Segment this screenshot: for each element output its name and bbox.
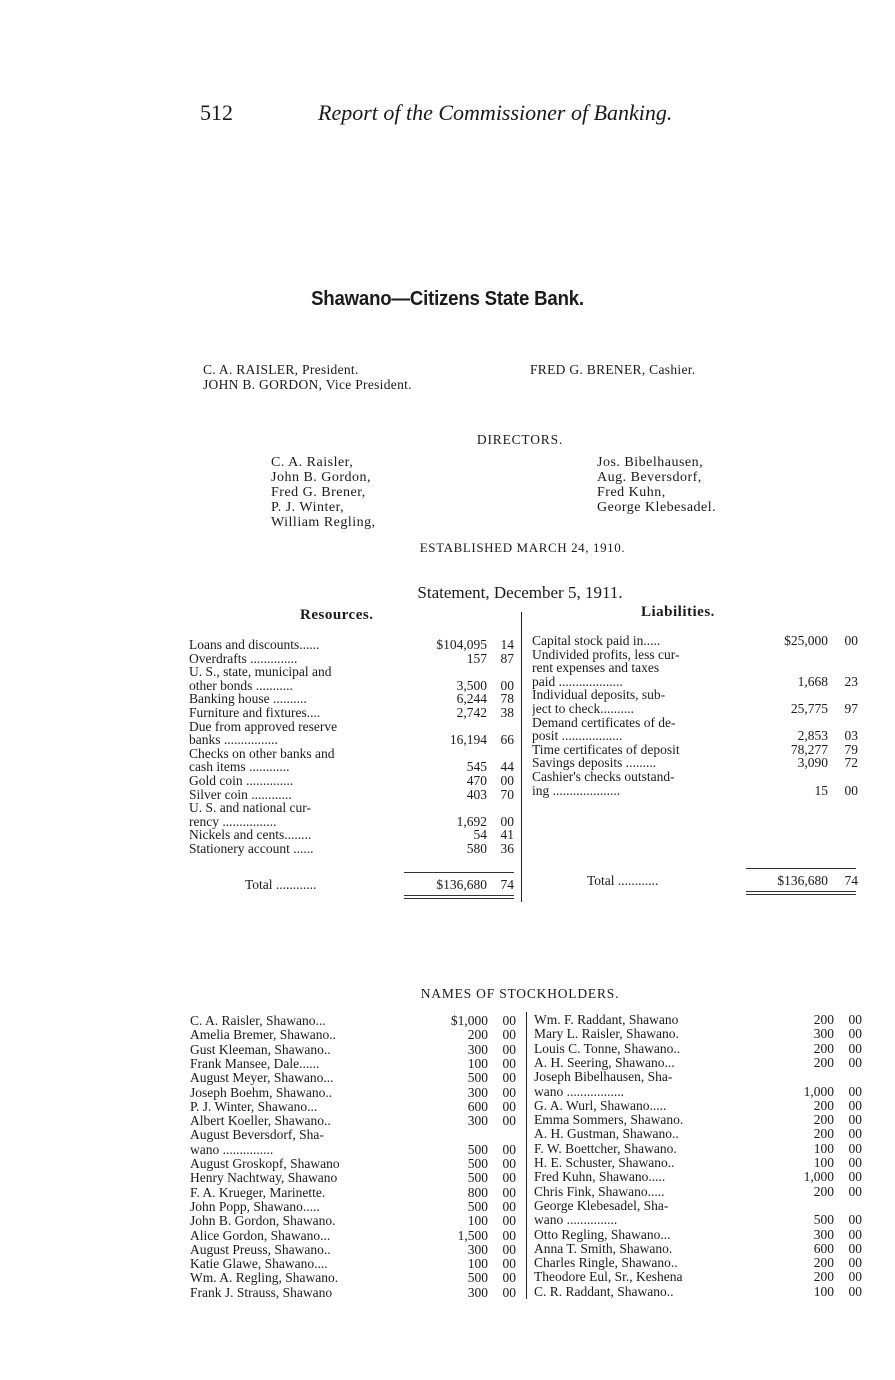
amount-cents: 00: [848, 1269, 862, 1285]
resources-heading: Resources.: [300, 607, 374, 623]
amount-dollars: 300: [467, 1041, 488, 1057]
amount-dollars: 2,853: [797, 728, 828, 744]
stockholder-name: Joseph Boehm, Shawano..: [190, 1084, 333, 1100]
amount-dollars: 500: [467, 1170, 488, 1186]
amount-dollars: 580: [466, 841, 487, 856]
stockholder-name: Henry Nachtway, Shawano: [190, 1170, 338, 1186]
amount-dollars: 100: [467, 1213, 488, 1229]
resource-label: Furniture and fixtures....: [189, 705, 321, 720]
resource-label: U. S., state, municipal and: [189, 664, 332, 680]
stockholder-name: Anna T. Smith, Shawano.: [534, 1240, 673, 1256]
amount-cents: 00: [848, 1112, 862, 1128]
amount-cents: 00: [848, 1083, 862, 1099]
liability-label: rent expenses and taxes: [532, 660, 660, 676]
stockholder-name: C. R. Raddant, Shawano..: [534, 1283, 674, 1299]
amount-dollars: 200: [813, 1112, 834, 1128]
amount-cents: 00: [848, 1212, 862, 1228]
amount-cents: 00: [848, 1097, 862, 1113]
amount-dollars: 16,194: [449, 732, 487, 748]
amount-dollars: 403: [466, 786, 487, 802]
amount-dollars: 200: [813, 1054, 834, 1070]
stockholder-name: Fred Kuhn, Shawano.....: [534, 1169, 666, 1185]
director-name: Fred Kuhn,: [597, 485, 666, 500]
stockholder-name: Alice Gordon, Shawano...: [190, 1227, 331, 1243]
amount-dollars: 1,500: [457, 1227, 488, 1243]
amount-dollars: $1,000: [450, 1013, 488, 1028]
stockholder-name: Wm. F. Raddant, Shawano: [534, 1012, 679, 1027]
stockholder-name: John Popp, Shawano.....: [190, 1198, 320, 1214]
stockholder-name: F. A. Krueger, Marinette.: [190, 1184, 326, 1200]
amount-dollars: 300: [813, 1026, 834, 1042]
amount-dollars: 300: [467, 1241, 488, 1257]
amount-dollars: 600: [467, 1098, 488, 1114]
liability-label: Cashier's checks outstand-: [532, 769, 675, 784]
director-name: Fred G. Brener,: [271, 485, 366, 500]
amount-dollars: 3,500: [456, 677, 487, 693]
liability-row: [532, 783, 858, 799]
stockholder-name: Amelia Bremer, Shawano..: [190, 1027, 337, 1043]
officer-vice-president: JOHN B. GORDON, Vice President.: [203, 377, 412, 392]
amount-cents: 00: [848, 1140, 862, 1156]
stockholder-name: August Groskopf, Shawano: [190, 1156, 340, 1171]
amount-cents: 00: [500, 773, 514, 788]
stockholder-name: Frank Mansee, Dale......: [190, 1055, 320, 1071]
amount-cents: 00: [848, 1012, 862, 1027]
stockholder-name: Chris Fink, Shawano.....: [534, 1183, 665, 1199]
amount-cents: 00: [844, 782, 858, 798]
liability-label: Savings deposits .........: [532, 755, 657, 771]
amount-cents: 66: [500, 732, 514, 748]
amount-dollars: 500: [467, 1198, 488, 1214]
amount-dollars: 470: [466, 773, 487, 788]
page-number: 512: [200, 100, 233, 125]
amount-dollars: 500: [467, 1070, 488, 1086]
stockholder-name: C. A. Raisler, Shawano...: [190, 1013, 326, 1028]
director-name: Jos. Bibelhausen,: [597, 455, 704, 470]
amount-cents: 00: [502, 1070, 516, 1086]
amount-cents: 00: [502, 1141, 516, 1157]
amount-dollars: 500: [467, 1141, 488, 1157]
liability-label: Individual deposits, sub-: [532, 687, 666, 703]
amount-cents: 97: [844, 701, 858, 716]
stockholder-name: Otto Regling, Shawano...: [534, 1226, 671, 1242]
stockholder-name: G. A. Wurl, Shawano.....: [534, 1097, 667, 1113]
amount-cents: 72: [844, 755, 858, 771]
director-name: P. J. Winter,: [271, 500, 345, 515]
resource-label: other bonds ...........: [189, 677, 293, 693]
amount-cents: 00: [848, 1169, 862, 1185]
officer-president: C. A. RAISLER, President.: [203, 362, 359, 377]
amount-cents: 00: [502, 1084, 516, 1100]
amount-cents: 23: [844, 673, 858, 689]
liabilities-total-double-rule-2: [746, 894, 856, 895]
total-amount-cents: 74: [844, 873, 858, 888]
resource-label: banks ................: [189, 732, 278, 748]
liabilities-total-double-rule: [746, 891, 856, 892]
amount-cents: 00: [848, 1283, 862, 1299]
liabilities-heading: Liabilities.: [641, 604, 715, 620]
established-date: ESTABLISHED MARCH 24, 1910.: [419, 540, 626, 555]
amount-cents: 36: [500, 841, 514, 856]
amount-cents: 00: [502, 1227, 516, 1243]
amount-dollars: 200: [467, 1027, 488, 1043]
stockholder-name: Emma Sommers, Shawano.: [534, 1112, 684, 1128]
bank-title: Shawano—Citizens State Bank.: [311, 288, 584, 310]
resource-row: [189, 841, 514, 857]
amount-cents: 70: [500, 786, 514, 802]
amount-cents: 00: [500, 813, 514, 829]
stockholder-name: Albert Koeller, Shawano..: [190, 1113, 331, 1129]
amount-cents: 14: [500, 637, 514, 652]
resource-label: Gold coin ..............: [189, 773, 294, 788]
amount-dollars: 300: [467, 1113, 488, 1129]
liability-label: ing ....................: [532, 782, 621, 798]
amount-cents: 03: [844, 728, 858, 744]
amount-dollars: 200: [813, 1012, 834, 1027]
amount-dollars: 200: [813, 1097, 834, 1113]
liabilities-total-row: [587, 873, 858, 889]
amount-cents: 00: [502, 1213, 516, 1229]
resource-label: Due from approved reserve: [189, 718, 338, 734]
amount-cents: 00: [848, 1126, 862, 1142]
directors-left-list: [271, 455, 376, 530]
stockholder-name: A. H. Gustman, Shawano..: [534, 1126, 679, 1142]
amount-cents: 38: [500, 705, 514, 720]
liability-label: posit ..................: [532, 728, 623, 744]
amount-dollars: 1,668: [797, 673, 828, 689]
amount-cents: 79: [844, 741, 858, 757]
column-divider: [521, 612, 522, 902]
amount-cents: 00: [502, 1256, 516, 1272]
amount-cents: 00: [502, 1055, 516, 1071]
director-name: William Regling,: [271, 515, 376, 530]
resource-label: Banking house ..........: [189, 691, 307, 707]
stockholder-name: F. W. Boettcher, Shawano.: [534, 1140, 677, 1156]
stockholder-name: Frank J. Strauss, Shawano: [190, 1284, 333, 1300]
amount-dollars: 300: [467, 1084, 488, 1100]
amount-cents: 00: [502, 1184, 516, 1200]
amount-cents: 00: [502, 1198, 516, 1214]
amount-dollars: 300: [813, 1226, 834, 1242]
amount-dollars: 800: [467, 1184, 488, 1200]
liability-label: ject to check..........: [532, 701, 634, 716]
amount-cents: 00: [848, 1026, 862, 1042]
amount-dollars: 1,000: [803, 1083, 834, 1099]
amount-dollars: 100: [813, 1283, 834, 1299]
liability-label: Capital stock paid in.....: [532, 633, 661, 648]
resources-total-double-rule-2: [404, 898, 514, 899]
total-label: Total ............: [245, 877, 317, 892]
resource-label: Silver coin ............: [189, 786, 292, 802]
amount-cents: 00: [502, 1270, 516, 1286]
resources-total-double-rule: [404, 895, 514, 896]
amount-dollars: 1,692: [456, 813, 487, 829]
stockholder-row: [534, 1284, 862, 1300]
amount-cents: 00: [502, 1170, 516, 1186]
amount-dollars: 200: [813, 1040, 834, 1056]
stockholder-name: August Preuss, Shawano..: [190, 1241, 331, 1257]
stockholder-name: P. J. Winter, Shawano...: [190, 1098, 318, 1114]
stockholder-name: Theodore Eul, Sr., Keshena: [534, 1269, 683, 1285]
amount-cents: 41: [500, 827, 514, 843]
resource-label: Nickels and cents........: [189, 827, 312, 843]
amount-dollars: 100: [467, 1256, 488, 1272]
amount-dollars: 157: [466, 650, 487, 666]
page-header-title: Report of the Commissioner of Banking.: [318, 100, 673, 125]
amount-cents: 00: [848, 1040, 862, 1056]
director-name: C. A. Raisler,: [271, 455, 354, 470]
stockholder-name: wano .................: [534, 1083, 624, 1099]
amount-dollars: 3,090: [797, 755, 828, 771]
stockholder-name: Louis C. Tonne, Shawano..: [534, 1040, 681, 1056]
liability-label: paid ...................: [532, 673, 623, 689]
amount-dollars: 25,775: [790, 701, 828, 716]
resource-label: U. S. and national cur-: [189, 800, 311, 816]
amount-dollars: 500: [467, 1156, 488, 1171]
liabilities-total-rule: [746, 868, 856, 869]
resources-total-rule: [404, 872, 514, 873]
amount-cents: 00: [500, 677, 514, 693]
stockholder-name: Joseph Bibelhausen, Sha-: [534, 1069, 673, 1085]
amount-dollars: 200: [813, 1255, 834, 1271]
director-name: Aug. Beversdorf,: [597, 470, 702, 485]
running-head: [200, 100, 672, 126]
amount-cents: 00: [848, 1240, 862, 1256]
amount-cents: 00: [502, 1241, 516, 1257]
stockholder-name: A. H. Seering, Shawano...: [534, 1054, 675, 1070]
amount-cents: 00: [502, 1098, 516, 1114]
amount-cents: 00: [848, 1183, 862, 1199]
resource-label: Checks on other banks and: [189, 745, 335, 761]
amount-cents: 00: [502, 1041, 516, 1057]
amount-dollars: 200: [813, 1269, 834, 1285]
liability-label: Undivided profits, less cur-: [532, 646, 680, 662]
directors-heading: DIRECTORS.: [476, 432, 564, 447]
director-name: George Klebesadel.: [597, 500, 717, 515]
amount-cents: 00: [502, 1013, 516, 1028]
amount-cents: 00: [848, 1255, 862, 1271]
amount-dollars: 100: [813, 1140, 834, 1156]
amount-cents: 00: [844, 633, 858, 648]
resource-label: Stationery account ......: [189, 841, 314, 856]
amount-cents: 00: [848, 1054, 862, 1070]
stockholder-name: Mary L. Raisler, Shawano.: [534, 1026, 679, 1042]
total-amount-dollars: $136,680: [436, 877, 487, 892]
stockholder-name: Gust Kleeman, Shawano..: [190, 1041, 331, 1057]
amount-cents: 00: [502, 1027, 516, 1043]
officer-cashier: FRED G. BRENER, Cashier.: [530, 362, 696, 377]
amount-dollars: 500: [813, 1212, 834, 1228]
amount-dollars: 100: [813, 1155, 834, 1170]
amount-dollars: 545: [466, 759, 487, 775]
stockholder-name: wano ...............: [534, 1212, 618, 1228]
amount-dollars: 200: [813, 1183, 834, 1199]
stockholder-name: Wm. A. Regling, Shawano.: [190, 1270, 339, 1286]
stockholder-row: [190, 1285, 516, 1301]
resource-label: Loans and discounts......: [189, 637, 320, 652]
resource-label: Overdrafts ..............: [189, 650, 298, 666]
stockholder-name: August Beversdorf, Sha-: [190, 1127, 324, 1143]
stockholders-column-divider: [526, 1012, 527, 1299]
liability-label: Time certificates of deposit: [532, 741, 680, 757]
director-name: John B. Gordon,: [271, 470, 372, 485]
amount-dollars: 500: [467, 1270, 488, 1286]
amount-dollars: 200: [813, 1126, 834, 1142]
amount-dollars: 600: [813, 1240, 834, 1256]
amount-dollars: $104,095: [436, 637, 487, 652]
amount-dollars: $25,000: [784, 633, 828, 648]
stockholder-name: Charles Ringle, Shawano..: [534, 1255, 678, 1271]
amount-cents: 00: [848, 1226, 862, 1242]
amount-dollars: 78,277: [790, 741, 828, 757]
total-label: Total ............: [587, 873, 659, 888]
resource-label: cash items ............: [189, 759, 290, 775]
resources-total-row: [245, 877, 514, 893]
stockholder-name: Katie Glawe, Shawano....: [190, 1256, 328, 1272]
stockholder-name: George Klebesadel, Sha-: [534, 1197, 669, 1213]
amount-dollars: 54: [473, 827, 487, 843]
amount-cents: 00: [502, 1156, 516, 1171]
stockholder-name: John B. Gordon, Shawano.: [190, 1213, 336, 1229]
stockholder-name: August Meyer, Shawano...: [190, 1070, 334, 1086]
amount-cents: 00: [502, 1284, 516, 1300]
stockholder-name: H. E. Schuster, Shawano..: [534, 1155, 675, 1170]
stockholder-name: wano ...............: [190, 1141, 274, 1157]
amount-cents: 87: [500, 650, 514, 666]
total-amount-dollars: $136,680: [777, 873, 828, 888]
amount-dollars: 100: [467, 1055, 488, 1071]
amount-dollars: 15: [814, 782, 828, 798]
amount-cents: 00: [502, 1113, 516, 1129]
amount-cents: 44: [500, 759, 514, 775]
directors-right-list: [597, 455, 716, 515]
amount-dollars: 1,000: [803, 1169, 834, 1185]
total-amount-cents: 74: [500, 877, 514, 892]
amount-dollars: 2,742: [456, 705, 487, 720]
liability-label: Demand certificates of de-: [532, 714, 676, 730]
amount-cents: 78: [500, 691, 514, 707]
stockholders-heading: NAMES OF STOCKHOLDERS.: [420, 986, 620, 1001]
resource-label: rency ................: [189, 813, 277, 829]
amount-cents: 00: [848, 1155, 862, 1170]
amount-dollars: 6,244: [456, 691, 487, 707]
statement-title: Statement, December 5, 1911.: [417, 583, 623, 602]
amount-dollars: 300: [467, 1284, 488, 1300]
